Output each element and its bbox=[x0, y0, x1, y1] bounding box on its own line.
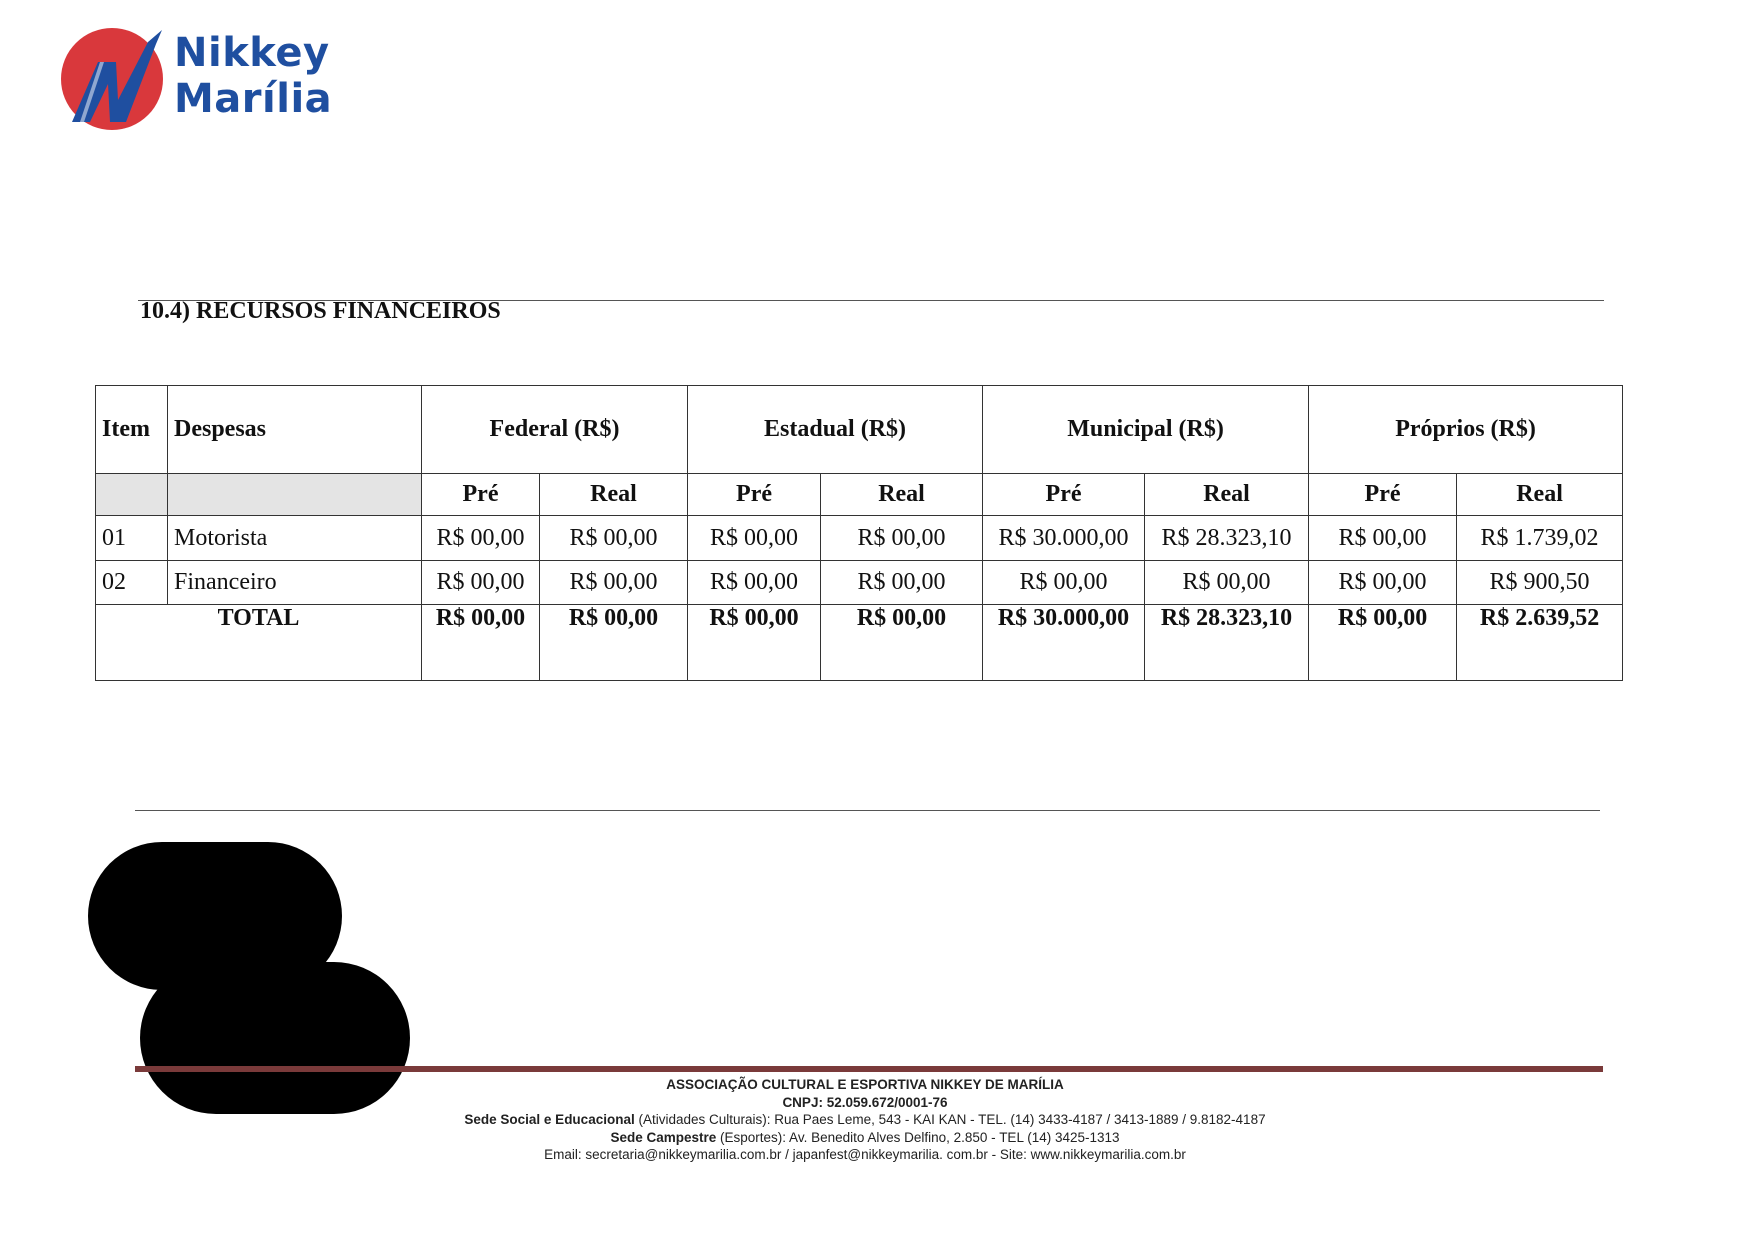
logo-line-1: Nikkey bbox=[174, 30, 330, 76]
value-cell: R$ 00,00 bbox=[983, 560, 1145, 604]
estadual-pre-header: Pré bbox=[688, 474, 821, 516]
value-cell: R$ 30.000,00 bbox=[983, 516, 1145, 560]
bottom-rule bbox=[135, 810, 1600, 811]
footer bbox=[340, 1076, 1390, 1164]
total-value-cell: R$ 2.639,52 bbox=[1457, 604, 1623, 680]
value-cell: R$ 900,50 bbox=[1457, 560, 1623, 604]
total-value-cell: R$ 00,00 bbox=[1309, 604, 1457, 680]
subheader-empty-cell bbox=[168, 474, 422, 516]
row-item: 02 bbox=[96, 560, 168, 604]
total-value-cell: R$ 00,00 bbox=[422, 604, 540, 680]
total-value-cell: R$ 00,00 bbox=[688, 604, 821, 680]
value-cell: R$ 00,00 bbox=[1309, 516, 1457, 560]
subheader-row bbox=[96, 474, 1623, 516]
row-despesa: Motorista bbox=[168, 516, 422, 560]
value-cell: R$ 00,00 bbox=[1309, 560, 1457, 604]
proprios-pre-header: Pré bbox=[1309, 474, 1457, 516]
value-cell: R$ 00,00 bbox=[821, 516, 983, 560]
group-estadual-header: Estadual (R$) bbox=[688, 386, 983, 474]
row-item: 01 bbox=[96, 516, 168, 560]
group-municipal-header: Municipal (R$) bbox=[983, 386, 1309, 474]
municipal-real-header: Real bbox=[1145, 474, 1309, 516]
subheader-empty-cell bbox=[96, 474, 168, 516]
value-cell: R$ 00,00 bbox=[688, 560, 821, 604]
logo-text bbox=[174, 30, 332, 122]
row-despesa: Financeiro bbox=[168, 560, 422, 604]
total-value-cell: R$ 30.000,00 bbox=[983, 604, 1145, 680]
table-row bbox=[96, 560, 1623, 604]
value-cell: R$ 00,00 bbox=[1145, 560, 1309, 604]
footer-bar bbox=[135, 1066, 1603, 1072]
total-value-cell: R$ 00,00 bbox=[540, 604, 688, 680]
total-label: TOTAL bbox=[96, 604, 422, 680]
header-row bbox=[96, 386, 1623, 474]
total-value-cell: R$ 28.323,10 bbox=[1145, 604, 1309, 680]
total-row bbox=[96, 604, 1623, 680]
value-cell: R$ 00,00 bbox=[688, 516, 821, 560]
table-row bbox=[96, 516, 1623, 560]
col-item-header: Item bbox=[96, 386, 168, 474]
value-cell: R$ 00,00 bbox=[422, 560, 540, 604]
footer-sede-social: Sede Social e Educacional (Atividades Culturais): Rua Paes Leme, 543 - KAI KAN - TEL. (14) 3433-4187 / 3413-1889 / 9.8182-4187 bbox=[464, 1112, 1266, 1127]
section-title: 10.4) RECURSOS FINANCEIROS bbox=[140, 298, 501, 324]
value-cell: R$ 1.739,02 bbox=[1457, 516, 1623, 560]
estadual-real-header: Real bbox=[821, 474, 983, 516]
value-cell: R$ 00,00 bbox=[540, 516, 688, 560]
federal-real-header: Real bbox=[540, 474, 688, 516]
footer-contact: Email: secretaria@nikkeymarilia.com.br / japanfest@nikkeymarilia. com.br - Site: www.nikkeymarilia.com.br bbox=[544, 1147, 1186, 1162]
logo-line-2: Marília bbox=[174, 76, 333, 122]
footer-sede-campestre: Sede Campestre (Esportes): Av. Benedito Alves Delfino, 2.850 - TEL (14) 3425-1313 bbox=[610, 1129, 1120, 1145]
group-federal-header: Federal (R$) bbox=[422, 386, 688, 474]
value-cell: R$ 00,00 bbox=[821, 560, 983, 604]
col-despesas-header: Despesas bbox=[168, 386, 422, 474]
value-cell: R$ 28.323,10 bbox=[1145, 516, 1309, 560]
proprios-real-header: Real bbox=[1457, 474, 1623, 516]
municipal-pre-header: Pré bbox=[983, 474, 1145, 516]
value-cell: R$ 00,00 bbox=[422, 516, 540, 560]
financial-resources-table bbox=[95, 385, 1623, 681]
footer-org: ASSOCIAÇÃO CULTURAL E ESPORTIVA NIKKEY DE MARÍLIA bbox=[666, 1077, 1064, 1092]
value-cell: R$ 00,00 bbox=[540, 560, 688, 604]
federal-pre-header: Pré bbox=[422, 474, 540, 516]
footer-cnpj: CNPJ: 52.059.672/0001-76 bbox=[782, 1094, 948, 1110]
total-value-cell: R$ 00,00 bbox=[821, 604, 983, 680]
group-proprios-header: Próprios (R$) bbox=[1309, 386, 1623, 474]
